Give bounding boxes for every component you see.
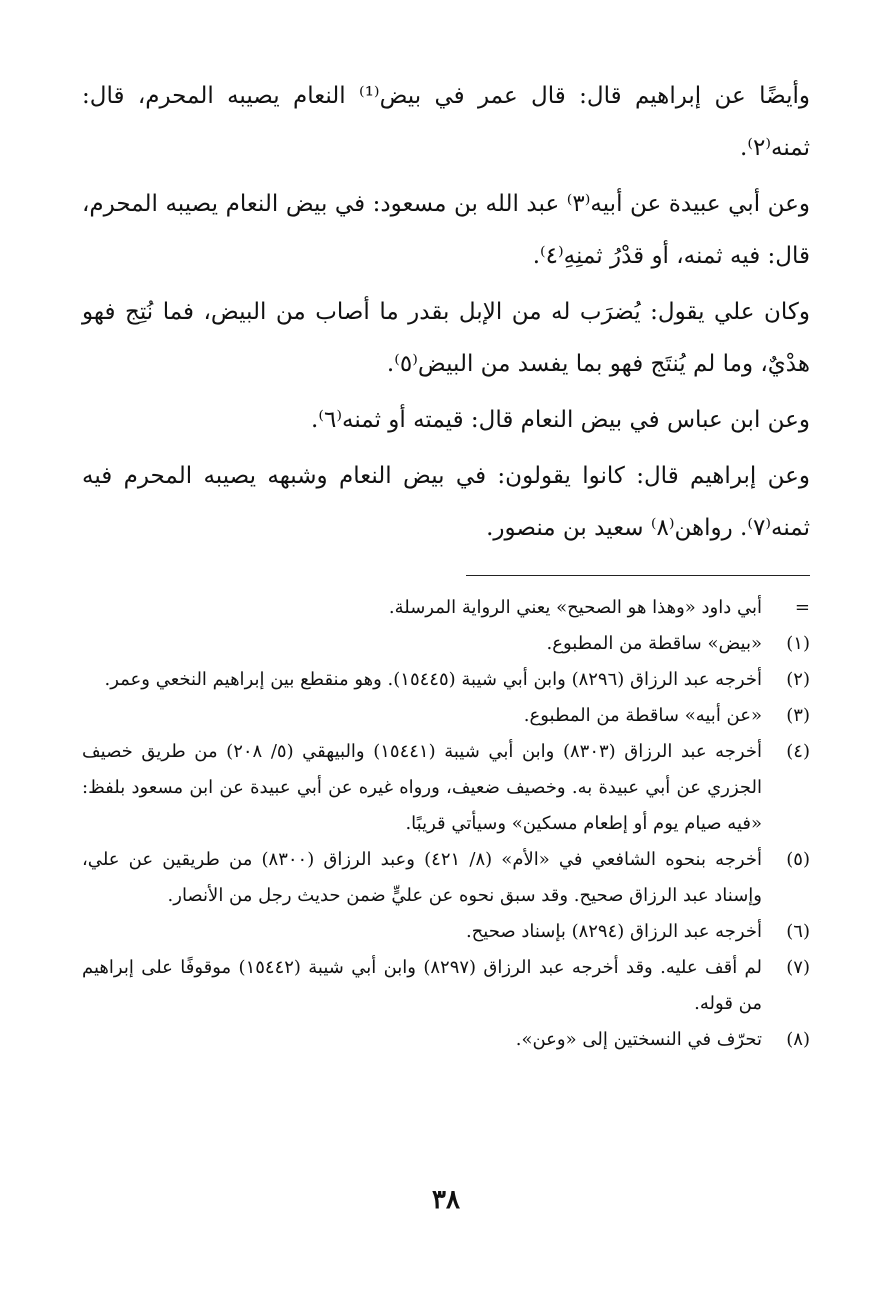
footnote-number: (٨) [786, 1029, 810, 1050]
footnote-8 [82, 1022, 810, 1058]
footnote-text: «عن أبيه» ساقطة من المطبوع. [523, 705, 762, 726]
footnote-number: = [794, 597, 810, 618]
footnotes [82, 590, 810, 1058]
footnote-text: أخرجه عبد الرزاق (٨٢٩٤) بإسناد صحيح. [465, 921, 762, 942]
footnote-6 [82, 914, 810, 950]
footnote-number: (٧) [786, 957, 810, 978]
page-number: ٣٨ [432, 1185, 460, 1215]
footnote-2 [82, 662, 810, 698]
footnote-text: أخرجه بنحوه الشافعي في «الأم» (٨/ ٤٢١) وعبد الرزاق (٨٣٠٠) من طريقين عن علي، وإسناد عبد الرزاق صحيح. وقد سبق نحوه عن عليٍّ ضمن حديث رجل من الأنصار. [82, 849, 762, 906]
footnote-7 [82, 950, 810, 1022]
footnote-number: (٣) [786, 705, 810, 726]
body-paragraph: وعن أبي عبيدة عن أبيه⁽٣⁾ عبد الله بن مسعود: في بيض النعام يصيبه المحرم، قال: فيه ثمنه، أو قدْرُ ثمنِهِ⁽٤⁾. [82, 191, 810, 269]
footnote-1 [82, 626, 810, 662]
footnote-text: أخرجه عبد الرزاق (٨٣٠٣) وابن أبي شيبة (١٥٤٤١) والبيهقي (٥/ ٢٠٨) من طريق خصيف الجزري عن أبي عبيدة به. وخصيف ضعيف، ورواه غيره عن أبي عبيدة عن ابن مسعود بلفظ: «فيه صيام يوم أو إطعام مسكين» وسيأتي قريبًا. [82, 741, 762, 834]
footnote-text: تحرّف في النسختين إلى «وعن». [515, 1029, 762, 1050]
footnote-text: أخرجه عبد الرزاق (٨٢٩٦) وابن أبي شيبة (١٥٤٤٥). وهو منقطع بين إبراهيم النخعي وعمر. [104, 669, 762, 690]
footnote-separator [466, 575, 810, 576]
footnote-number: (١) [786, 633, 810, 654]
footnote-number: (٤) [786, 741, 810, 762]
body-paragraph: وكان علي يقول: يُضرَب له من الإبل بقدر ما أصاب من البيض، فما نُتِج فهو هدْيٌ، وما لم يُنتَج فهو بما يفسد من البيض⁽٥⁾. [82, 299, 810, 377]
footnote-number: (٢) [786, 669, 810, 690]
footnote-5 [82, 842, 810, 914]
body-paragraph: وعن إبراهيم قال: كانوا يقولون: في بيض النعام وشبهه يصيبه المحرم فيه ثمنه⁽٧⁾. رواهن⁽٨⁾ سعيد بن منصور. [82, 463, 810, 541]
footnote-4 [82, 734, 810, 842]
footnote-number: (٥) [786, 849, 810, 870]
footnote-text: أبي داود «وهذا هو الصحيح» يعني الرواية المرسلة. [388, 597, 762, 618]
footnote-3 [82, 698, 810, 734]
body-paragraph: وعن ابن عباس في بيض النعام قال: قيمته أو ثمنه⁽٦⁾. [311, 407, 810, 433]
body-paragraph: وأيضًا عن إبراهيم قال: قال عمر في بيض⁽¹⁾ النعام يصيبه المحرم، قال: ثمنه⁽٢⁾. [82, 83, 810, 161]
main-text [82, 70, 810, 558]
footnote-continuation [82, 590, 810, 626]
footnote-text: «بيض» ساقطة من المطبوع. [546, 633, 762, 654]
footnote-text: لم أقف عليه. وقد أخرجه عبد الرزاق (٨٢٩٧) وابن أبي شيبة (١٥٤٤٢) موقوفًا على إبراهيم من قوله. [82, 957, 763, 1014]
footnote-number: (٦) [786, 921, 810, 942]
